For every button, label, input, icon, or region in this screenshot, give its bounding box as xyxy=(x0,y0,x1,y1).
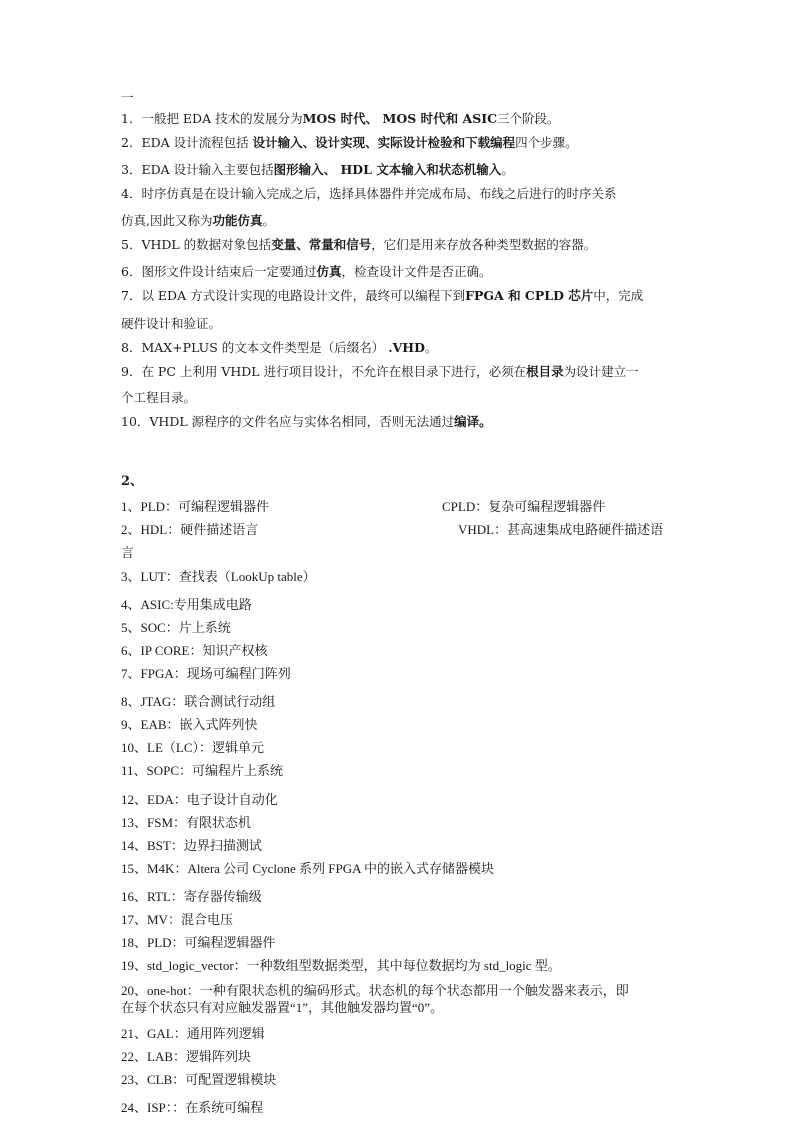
item-number: 5． xyxy=(121,237,142,252)
item-text: 硬件设计和验证。 xyxy=(121,316,222,331)
section1-line xyxy=(121,162,514,178)
glossary-item: 6、IP CORE：知识产权核 xyxy=(121,643,268,658)
glossary-item: 20、one-hot：一种有限状态机的编码形式。状态机的每个状态都用一个触发器来表示，即 xyxy=(121,983,629,998)
glossary-row2-right: VHDL：甚高速集成电路硬件描述语 xyxy=(458,522,664,537)
item-text-tail: ，它们是用来存放各种类型数据的容器。 xyxy=(371,237,597,252)
section2-heading: 2、 xyxy=(121,474,144,489)
item-number: 10． xyxy=(121,414,150,429)
glossary-item: 5、SOC：片上系统 xyxy=(121,620,231,635)
item-number: 7． xyxy=(121,288,142,303)
item-text: 个工程目录。 xyxy=(121,390,197,405)
item-text: 时序仿真是在设计输入完成之后，选择具体器件并完成布局、布线之后进行的时序关系 xyxy=(141,186,617,201)
glossary-item: 11、SOPC：可编程片上系统 xyxy=(121,763,284,778)
section1-line xyxy=(121,340,437,356)
section1-line xyxy=(121,111,560,127)
glossary-item: 7、FPGA：现场可编程门阵列 xyxy=(121,666,291,681)
item-text: MAX+PLUS 的文本文件类型是（后缀名） xyxy=(141,340,389,355)
section1-heading: 一 xyxy=(121,90,134,105)
item-text-tail: 中，完成 xyxy=(593,288,644,303)
item-emphasis: 根目录 xyxy=(526,364,564,379)
glossary-item: 4、ASIC:专用集成电路 xyxy=(121,597,252,612)
item-emphasis: 图形输入、 HDL 文本输入和状态机输入 xyxy=(273,162,502,177)
glossary-item: 9、EAB：嵌入式阵列快 xyxy=(121,717,258,732)
item-emphasis: 变量、常量和信号 xyxy=(271,237,372,252)
item-number: 9． xyxy=(121,364,142,379)
glossary-item: 19、std_logic_vector：一种数组型数据类型，其中每位数据均为 std_logic 型。 xyxy=(121,958,561,973)
item-text-tail: ，检查设计文件是否正确。 xyxy=(341,264,492,279)
section1-line xyxy=(121,364,639,380)
section1-line xyxy=(121,264,492,280)
item-text: EDA 设计流程包括 xyxy=(141,135,253,150)
item-text-tail: 四个步骤。 xyxy=(515,135,578,150)
item-text: 一般把 EDA 技术的发展分为 xyxy=(141,111,303,126)
glossary-item: 8、JTAG：联合测试行动组 xyxy=(121,694,276,709)
glossary-row2-wrap: 言 xyxy=(121,545,135,560)
glossary-item: 13、FSM：有限状态机 xyxy=(121,815,252,830)
item-emphasis: FPGA 和 CPLD 芯片 xyxy=(465,288,594,303)
item-text: 仿真,因此又称为 xyxy=(121,213,213,228)
glossary-row1-left: 1、PLD：可编程逻辑器件 xyxy=(121,499,270,514)
item-number: 8． xyxy=(121,340,142,355)
item-text-tail: 为设计建立一 xyxy=(563,364,639,379)
item-text-tail: 三个阶段。 xyxy=(497,111,560,126)
item-text: 在 PC 上利用 VHDL 进行项目设计，不允许在根目录下进行，必须在 xyxy=(141,364,527,379)
item-number: 2． xyxy=(121,135,142,150)
section1-line xyxy=(121,316,221,332)
section1-line xyxy=(121,135,578,151)
section1-line xyxy=(121,186,616,202)
glossary-item: 3、LUT：查找表（LookUp table） xyxy=(121,569,316,584)
glossary-item: 22、LAB：逻辑阵列块 xyxy=(121,1049,252,1064)
section1-line xyxy=(121,390,196,406)
item-emphasis: MOS 时代、 MOS 时代和 ASIC xyxy=(302,111,498,126)
item-text-tail: 。 xyxy=(262,213,276,228)
glossary-item: 24、ISP：：在系统可编程 xyxy=(121,1100,264,1115)
glossary-item: 12、EDA：电子设计自动化 xyxy=(121,792,278,807)
glossary-item: 17、MV：混合电压 xyxy=(121,912,233,927)
item-number: 1． xyxy=(121,111,142,126)
glossary-row1-right: CPLD：复杂可编程逻辑器件 xyxy=(442,499,606,514)
item-text-tail: 。 xyxy=(424,340,438,355)
item-text: EDA 设计输入主要包括 xyxy=(141,162,274,177)
item-number: 3． xyxy=(121,162,142,177)
glossary-item: 18、PLD：可编程逻辑器件 xyxy=(121,935,276,950)
glossary-item: 15、M4K：Altera 公司 Cyclone 系列 FPGA 中的嵌入式存储器模块 xyxy=(121,861,495,876)
item-number: 4． xyxy=(121,186,142,201)
item-emphasis: 仿真 xyxy=(316,264,342,279)
glossary-item: 23、CLB：可配置逻辑模块 xyxy=(121,1072,277,1087)
item-emphasis: .VHD xyxy=(388,340,425,355)
glossary-item: 21、GAL：通用阵列逻辑 xyxy=(121,1026,265,1041)
glossary-item: 在每个状态只有对应触发器置“1”，其他触发器均置“0”。 xyxy=(121,1000,444,1015)
section1-line xyxy=(121,414,492,430)
item-text: 图形文件设计结束后一定要通过 xyxy=(141,264,317,279)
item-emphasis: 编译。 xyxy=(454,414,492,429)
item-text: 以 EDA 方式设计实现的电路设计文件，最终可以编程下到 xyxy=(141,288,466,303)
section1-line xyxy=(121,288,643,304)
glossary-item: 16、RTL：寄存器传输级 xyxy=(121,889,262,904)
item-text: VHDL 源程序的文件名应与实体名相同，否则无法通过 xyxy=(149,414,455,429)
glossary-row2-left: 2、HDL：硬件描述语言 xyxy=(121,522,259,537)
section1-line xyxy=(121,237,596,253)
item-number: 6． xyxy=(121,264,142,279)
glossary-item: 10、LE（LC）：逻辑单元 xyxy=(121,740,264,755)
section1-line xyxy=(121,213,275,229)
item-emphasis: 设计输入、设计实现、实际设计检验和下载编程 xyxy=(252,135,516,150)
item-text-tail: 。 xyxy=(501,162,514,177)
glossary-item: 14、BST：边界扫描测试 xyxy=(121,838,262,853)
item-text: VHDL 的数据对象包括 xyxy=(141,237,272,252)
item-emphasis: 功能仿真 xyxy=(212,213,263,228)
